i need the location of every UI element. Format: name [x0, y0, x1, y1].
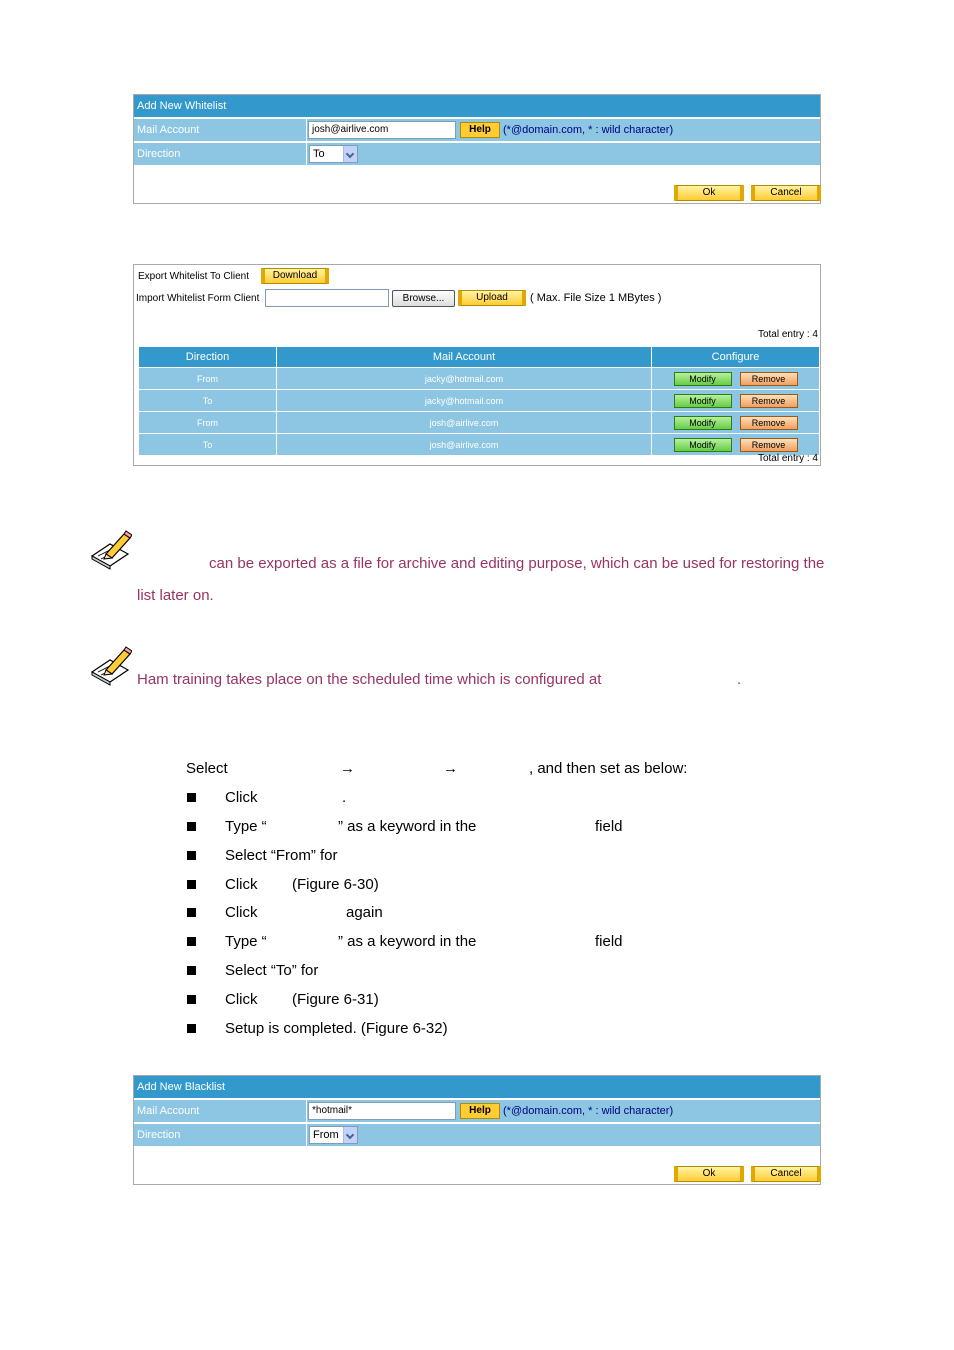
row-direction: To	[139, 390, 277, 412]
whitelist-form-title: Add New Whitelist	[134, 95, 820, 117]
step9-a: Setup is completed. (Figure 6-32)	[225, 1020, 448, 1037]
step3-a: Select “From” for	[225, 847, 338, 864]
step6-a: Type “	[225, 933, 267, 950]
select-arrow-icon	[343, 1127, 357, 1143]
modify-button[interactable]: Modify	[674, 372, 732, 386]
export-label: Export Whitelist To Client	[138, 271, 249, 282]
whitelist-mail-row	[134, 119, 820, 141]
ok-button[interactable]: Ok	[674, 1166, 744, 1182]
pencil-note-icon	[88, 646, 132, 686]
row-configure	[652, 412, 820, 434]
whitelist-list-panel	[133, 264, 821, 466]
blacklist-mail-row	[134, 1100, 820, 1122]
pencil-note-icon	[88, 530, 132, 570]
direction-select[interactable]	[309, 145, 358, 163]
mail-account-hint: (*@domain.com, * : wild character)	[503, 124, 674, 136]
select-suffix: , and then set as below:	[529, 760, 688, 777]
step8-a: Click	[225, 991, 258, 1008]
mail-account-label: Mail Account	[134, 1100, 307, 1122]
note1-line2: list later on.	[137, 587, 214, 604]
row-mail: jacky@hotmail.com	[277, 390, 652, 412]
row-direction: From	[139, 368, 277, 390]
note2-period: .	[737, 671, 742, 688]
row-configure	[652, 368, 820, 390]
help-button[interactable]: Help	[460, 122, 500, 138]
table-row	[139, 412, 820, 434]
upload-button[interactable]: Upload	[458, 290, 526, 306]
direction-label: Direction	[134, 143, 307, 165]
bullet	[187, 851, 196, 860]
step5-a: Click	[225, 904, 258, 921]
step2-b: ” as a keyword in the	[338, 818, 477, 835]
note1-line1: can be exported as a file for archive and editing purpose, which can be used for restoring the	[209, 555, 825, 572]
bullet	[187, 880, 196, 889]
row-mail: josh@airlive.com	[277, 434, 652, 456]
step2-c: field	[595, 818, 623, 835]
bullet	[187, 1024, 196, 1033]
whitelist-form	[133, 94, 821, 204]
bullet	[187, 937, 196, 946]
bullet	[187, 822, 196, 831]
import-file-input[interactable]	[265, 289, 389, 307]
step6-c: field	[595, 933, 623, 950]
blacklist-direction-row	[134, 1124, 820, 1146]
modify-button[interactable]: Modify	[674, 394, 732, 408]
help-button[interactable]: Help	[460, 1103, 500, 1119]
row-direction: From	[139, 412, 277, 434]
browse-button[interactable]: Browse...	[392, 290, 455, 307]
mail-account-input[interactable]: *hotmail*	[308, 1102, 456, 1120]
blacklist-form	[133, 1075, 821, 1185]
step7-a: Select “To” for	[225, 962, 319, 979]
bullet	[187, 793, 196, 802]
download-button[interactable]: Download	[261, 268, 329, 284]
column-configure: Configure	[652, 347, 820, 368]
bullet	[187, 995, 196, 1004]
table-row	[139, 390, 820, 412]
step4-a: Click	[225, 876, 258, 893]
cancel-button[interactable]: Cancel	[751, 185, 821, 201]
modify-button[interactable]: Modify	[674, 438, 732, 452]
blacklist-form-title: Add New Blacklist	[134, 1076, 820, 1098]
ok-button[interactable]: Ok	[674, 185, 744, 201]
arrow-right-icon: →	[443, 760, 458, 777]
max-size-note: ( Max. File Size 1 MBytes )	[530, 292, 662, 304]
total-entry-bottom: Total entry : 4	[757, 453, 818, 464]
remove-button[interactable]: Remove	[740, 394, 798, 408]
step1-a: Click	[225, 789, 258, 806]
step1-b: .	[342, 789, 347, 806]
bullet	[187, 908, 196, 917]
row-mail: josh@airlive.com	[277, 412, 652, 434]
row-configure	[652, 390, 820, 412]
modify-button[interactable]: Modify	[674, 416, 732, 430]
total-entry-top: Total entry : 4	[757, 329, 818, 340]
column-direction: Direction	[139, 347, 277, 368]
row-direction: To	[139, 434, 277, 456]
direction-select[interactable]	[309, 1126, 358, 1144]
mail-account-hint: (*@domain.com, * : wild character)	[503, 1105, 674, 1117]
bullet	[187, 966, 196, 975]
cancel-button[interactable]: Cancel	[751, 1166, 821, 1182]
step4-b: (Figure 6-30)	[292, 876, 379, 893]
row-mail: jacky@hotmail.com	[277, 368, 652, 390]
direction-label: Direction	[134, 1124, 307, 1146]
remove-button[interactable]: Remove	[740, 372, 798, 386]
mail-account-label: Mail Account	[134, 119, 307, 141]
whitelist-table	[138, 346, 820, 456]
select-prefix: Select	[186, 760, 228, 777]
select-arrow-icon	[343, 146, 357, 162]
table-row	[139, 368, 820, 390]
remove-button[interactable]: Remove	[740, 438, 798, 452]
table-row	[139, 434, 820, 456]
step2-a: Type “	[225, 818, 267, 835]
step5-b: again	[346, 904, 383, 921]
step8-b: (Figure 6-31)	[292, 991, 379, 1008]
mail-account-input[interactable]: josh@airlive.com	[308, 121, 456, 139]
direction-select-value: From	[313, 1129, 339, 1141]
whitelist-direction-row	[134, 143, 820, 165]
column-mail-account: Mail Account	[277, 347, 652, 368]
note2-text: Ham training takes place on the scheduled time which is configured at	[137, 671, 602, 688]
direction-select-value: To	[313, 148, 325, 160]
step6-b: ” as a keyword in the	[338, 933, 477, 950]
remove-button[interactable]: Remove	[740, 416, 798, 430]
arrow-right-icon: →	[340, 760, 355, 777]
import-label: Import Whitelist Form Client	[136, 293, 260, 304]
